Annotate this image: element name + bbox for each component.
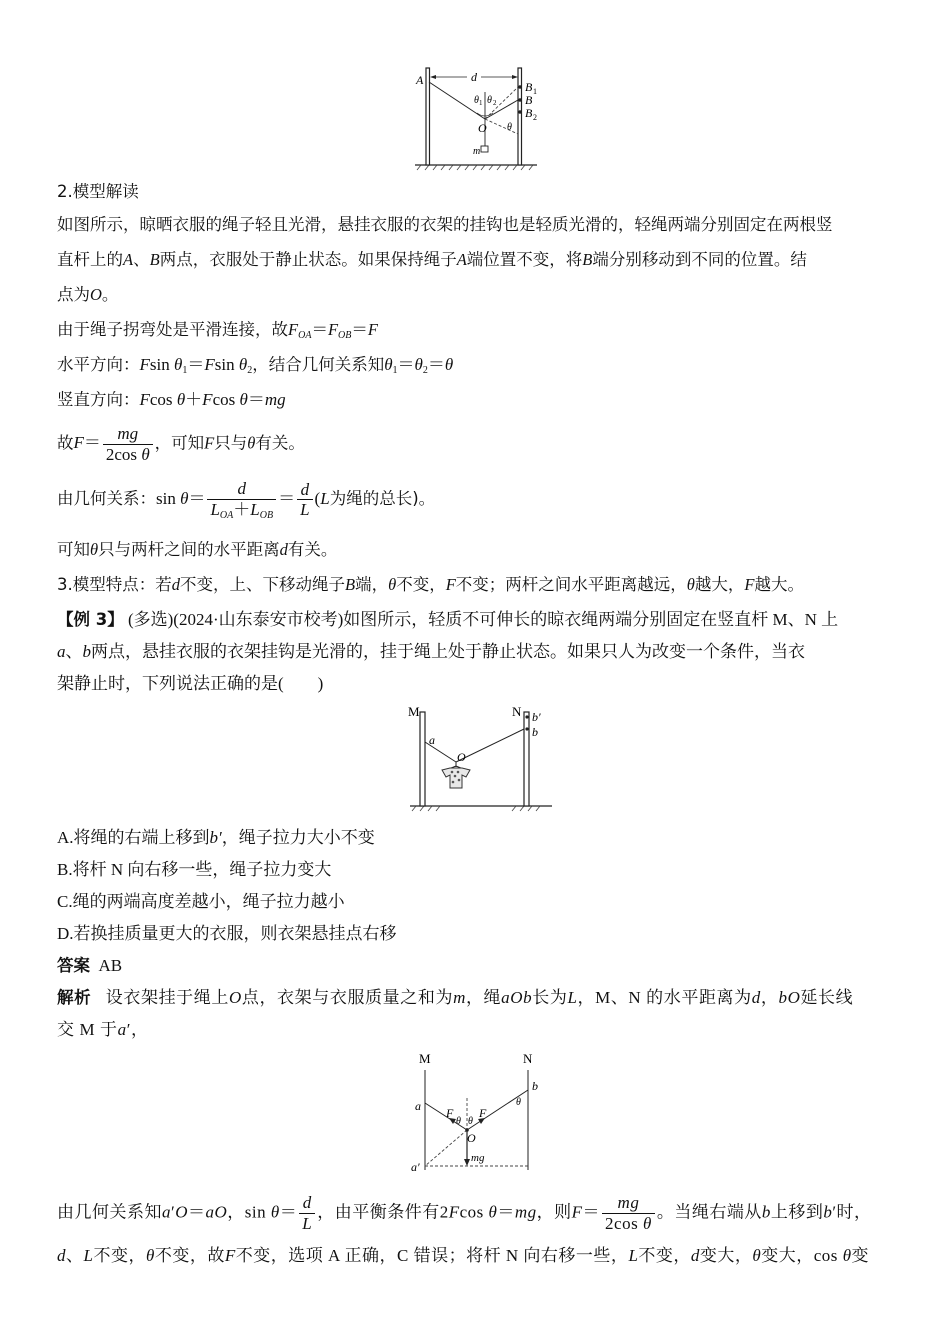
- fig3-mg: mg: [471, 1152, 485, 1164]
- example-line3: 架静止时，下列说法正确的是( ): [57, 674, 324, 693]
- sec2-eq-horizontal: 水平方向：Fsin $\theta_1=Fsin$ $\theta_2$，结合几何关系知$\theta_1=\theta_2=\theta$: [57, 355, 454, 376]
- fig3-O: O: [467, 1131, 476, 1145]
- fig2-N: N: [512, 704, 522, 719]
- fig2-bprime: b′: [532, 710, 541, 724]
- fig2-O: O: [457, 750, 466, 764]
- fig1-O: O: [478, 121, 487, 135]
- answer-value: AB: [98, 956, 123, 975]
- example-tag: 【例 3】: [57, 610, 124, 629]
- sec2-para-line1: 如图所示，晾晒衣服的绳子轻且光滑，悬挂衣服的衣架的挂钩也是轻质光滑的，轻绳两端分别固定在两根竖: [57, 215, 833, 234]
- fig2-b: b: [532, 725, 538, 739]
- option-c: C.绳的两端高度差越小，绳子拉力越小: [57, 892, 345, 911]
- fig1-m: m: [473, 146, 481, 157]
- sec2-eq-tension: 由于绳子拐弯处是平滑连接，故$F_{OA}=F_{OB}=F$: [57, 320, 378, 341]
- fig1-theta1: θ: [474, 95, 479, 106]
- sec2-para-line2: 直杆上的A、B两点，衣服处于静止状态。如果保持绳子A端位置不变，将B端分别移动到不同的位置。结: [57, 250, 807, 269]
- fig1-theta2: θ: [487, 95, 492, 106]
- analysis-line3: 由几何关系知a′O＝aO，sin θ＝ $\frac{d}{L}$ ，由平衡条件有2Fcos θ＝mg，则F＝ $\frac{mg}{\text{2cos θ}}$ 。当绳右端从b上移到b′时，: [57, 1193, 872, 1233]
- section3-features: 3.模型特点：若d不变，上、下移动绳子B端，θ不变，F不变；两杆之间水平距离越远，θ越大，F越大。: [57, 575, 804, 594]
- fig1-B2-sub: 2: [533, 113, 537, 122]
- analysis-line4: d、L不变，θ不变，故F不变，选项 A 正确，C 错误；将杆 N 向右移一些，L不变，d变大，θ变大，cos θ变: [57, 1246, 870, 1265]
- fig3-N: N: [523, 1051, 533, 1066]
- fig3-F-right: F: [479, 1106, 487, 1120]
- fig3-aprime: a′: [411, 1160, 420, 1174]
- fig3-theta-right: θ: [468, 1116, 473, 1127]
- fig3-theta-left: θ: [456, 1116, 461, 1127]
- figure-model: [405, 62, 545, 172]
- fig1-theta2-sub: 2: [493, 99, 497, 107]
- fig1-theta: θ: [507, 122, 512, 133]
- fig2-a: a: [429, 733, 435, 747]
- option-d: D.若换挂质量更大的衣服，则衣架悬挂点右移: [57, 924, 397, 943]
- fig3-M: M: [419, 1051, 431, 1066]
- sec2-conclusion: 可知θ只与两杆之间的水平距离d有关。: [57, 540, 338, 559]
- fig1-theta1-sub: 1: [479, 99, 483, 107]
- shirt-icon: [442, 768, 470, 788]
- fig3-b: b: [532, 1079, 538, 1093]
- sec2-eq-vertical: 竖直方向：Fcos θ＋Fcos θ＝mg: [57, 390, 286, 409]
- sec2-eq-F: 故F＝ $\frac{mg}{\text{2cos θ}}$ ，可知F只与θ有关。: [57, 424, 305, 464]
- sec2-eq-sin: 由几何关系：sin θ＝ $\frac{d}{L_{OA}+L_{OB}}$ ＝ $\frac{d}{L}$ (L为绳的总长)。: [57, 479, 436, 521]
- example-line1: 【例 3】 (多选)(2024·山东泰安市校考)如图所示，轻质不可伸长的晾衣绳两端分别固定在竖直杆 M、N 上: [57, 610, 839, 629]
- fig1-B1-sub: 1: [533, 87, 537, 96]
- fig1-d: d: [471, 70, 477, 84]
- fig1-A: A: [416, 73, 424, 87]
- answer-label: 答案: [57, 956, 90, 975]
- analysis-label: 解析: [57, 988, 92, 1007]
- figure-force-analysis: [405, 1048, 550, 1178]
- sec2-para-line3: 点为O。: [57, 285, 119, 304]
- figure-clothesline: [402, 702, 557, 814]
- analysis-line1: 解析 设衣架挂于绳上O点，衣架与衣服质量之和为m，绳aOb长为L，M、N 的水平距离为d，bO延长线: [57, 988, 854, 1007]
- answer: [57, 957, 122, 975]
- option-b: B.将杆 N 向右移一些，绳子拉力变大: [57, 860, 332, 879]
- option-a: A.将绳的右端上移到b′，绳子拉力大小不变: [57, 828, 375, 847]
- fig1-B1: B: [525, 80, 533, 94]
- fig2-M: M: [408, 704, 420, 719]
- example-line2: a、b两点，悬挂衣服的衣架挂钩是光滑的，挂于绳上处于静止状态。如果只人为改变一个条件，当衣: [57, 642, 805, 661]
- analysis-line2: 交 M 于a′，: [57, 1020, 149, 1039]
- fig1-B2: B: [525, 106, 533, 120]
- section2-heading: 2.模型解读: [57, 182, 139, 201]
- fig3-F-left: F: [446, 1106, 454, 1120]
- fig3-theta-b: θ: [516, 1097, 521, 1108]
- fig1-B: B: [525, 93, 533, 107]
- fig3-a: a: [415, 1099, 421, 1113]
